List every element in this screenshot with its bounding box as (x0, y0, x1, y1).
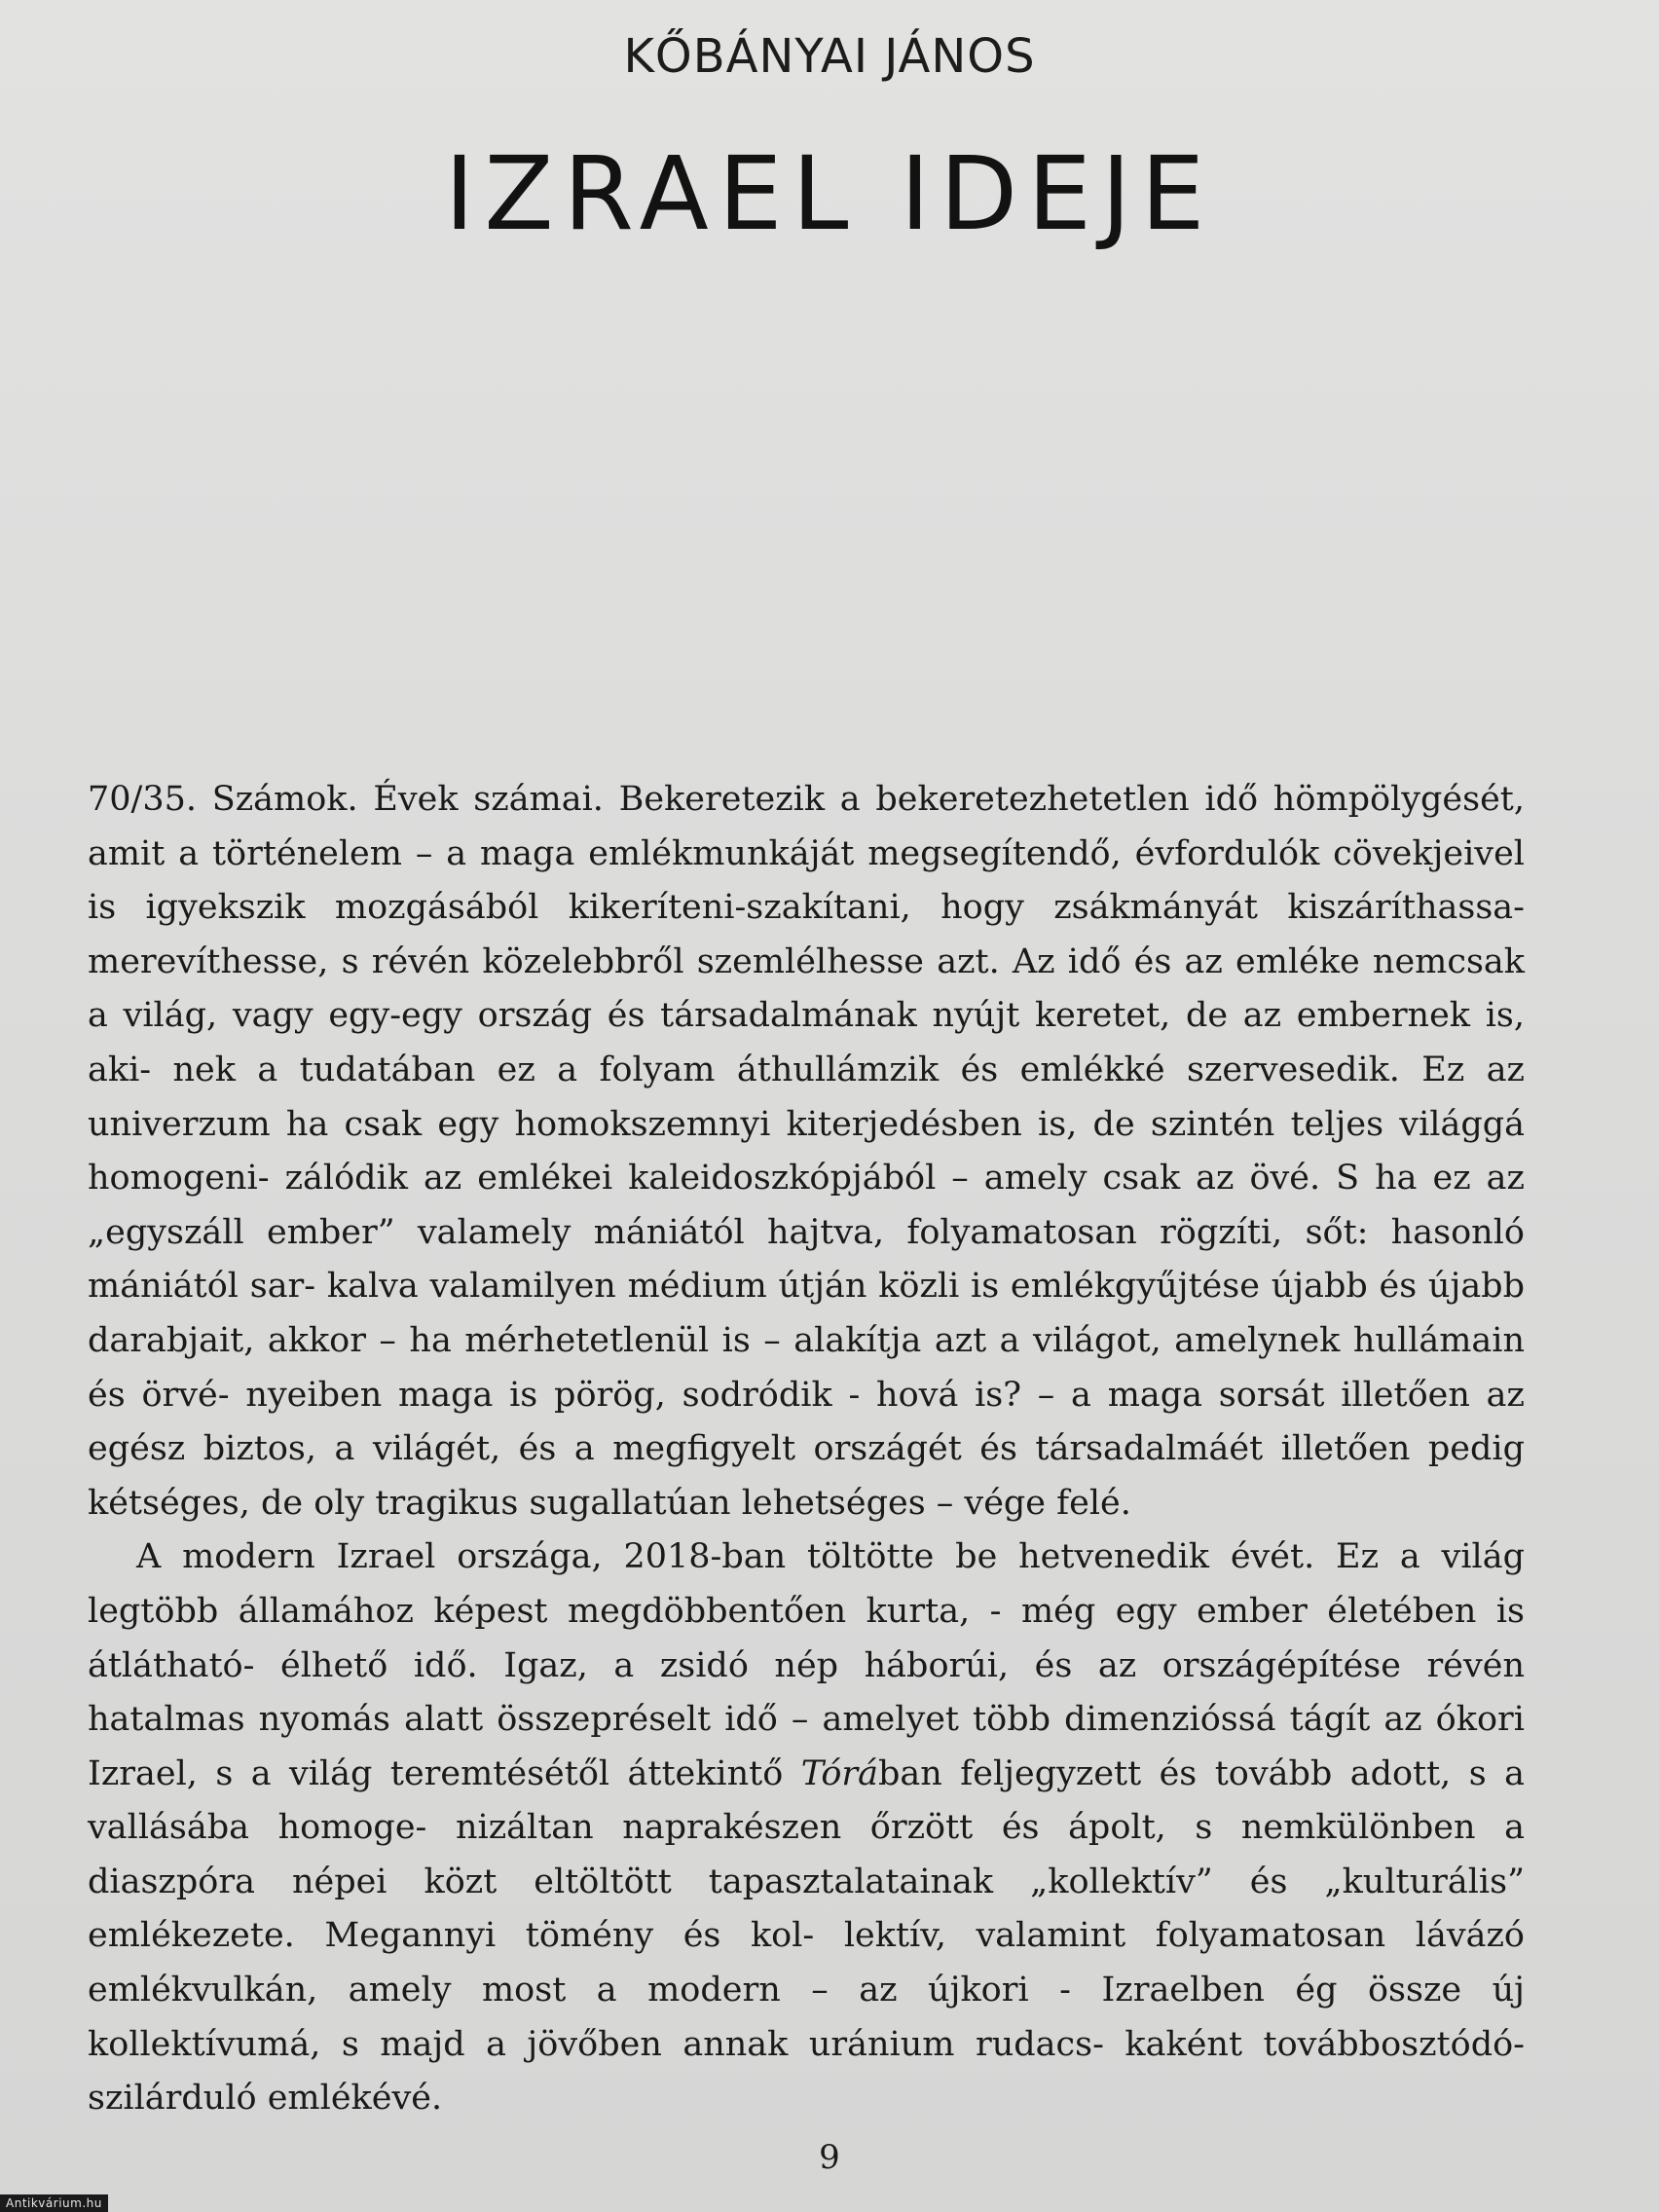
text-line: kalva valamilyen médium útján közli is emlékgyűjtése újabb és újabb darabjait, (88, 1267, 1525, 1360)
text-line: lektív, valamint folyamatosan lávázó emlékvulkán, amely most a modern – az (88, 1916, 1525, 2010)
text-line: tapasztalatainak „kollektív” és „kulturális” emlékezete. Megannyi tömény és kol- (88, 1862, 1525, 1956)
text-line: teremtésétől áttekintő (389, 1753, 801, 1793)
text-line: nyeiben maga is pörög, sodródik - hová is? – a maga sorsát illetően az egész biztos, (88, 1375, 1525, 1469)
paragraph-2 (88, 1530, 1525, 2126)
page-number: 9 (819, 2138, 840, 2177)
text-line: zálódik az emlékei kaleidoszkópjából – amely csak az övé. S ha ez az „egyszáll (88, 1159, 1525, 1252)
text-line: amit a történelem – a maga emlékmunkáját megsegítendő, évfordulók cövekjeivel (88, 833, 1525, 873)
text-line: élhető idő. Igaz, a zsidó nép háborúi, és az országépítése révén hatalmas nyomás (88, 1645, 1525, 1740)
watermark: Antikvárium.hu (0, 2194, 108, 2212)
text-line: ha csak egy homokszemnyi kiterjedésben is, de szintén teljes világgá homogeni- (88, 1104, 1525, 1198)
text-line: a világ, vagy egy-egy ország és társadalmának nyújt keretet, de az embernek is, aki- (88, 996, 1525, 1089)
text-line: államához képest megdöbbentően kurta, - még egy ember életében is átlátható- (88, 1591, 1525, 1685)
text-line: A modern Izrael országa, 2018-ban töltötte be hetvenedik évét. Ez a világ legtöbb (88, 1537, 1525, 1631)
body-text (88, 773, 1525, 2126)
text-line: nek a tudatában ez a folyam áthullámzik és emlékké szervesedik. Ez az univerzum (88, 1050, 1525, 1144)
text-line: merevíthesse, s révén közelebbről szemlélhesse azt. Az idő és az emléke nemcsak (88, 941, 1525, 981)
text-line: a világét, és a megfigyelt országét és társadalmáét illetően pedig kétséges, de oly (88, 1429, 1525, 1523)
text-line: 70/35. Számok. Évek számai. Bekeretezik a bekeretezhetetlen idő hömpölygését, (88, 780, 1525, 819)
text-line: kaként továbbosztódó-szilárduló emlékévé. (88, 2024, 1525, 2119)
text-line: alatt összepréselt idő – amelyet több dimenzióssá tágít az ókori Izrael, s a világ (88, 1700, 1525, 1793)
text-line: ember” valamely mániától hajtva, folyamatosan rögzíti, sőt: hasonló mániától sar- (88, 1212, 1525, 1307)
text-line: újkori - Izraelben ég össze új kollektívumá, s majd a jövőben annak uránium rudacs- (88, 1971, 1525, 2064)
text-line: nizáltan naprakészen őrzött és ápolt, s nemkülönben a diaszpóra népei közt eltöltött (88, 1808, 1525, 1901)
italic-title-torah: Tórá (800, 1753, 879, 1793)
author-name: KŐBÁNYAI JÁNOS (623, 29, 1036, 84)
chapter-title: IZRAEL IDEJE (444, 134, 1215, 253)
text-line: is igyekszik mozgásából kikeríteni-szakítani, hogy zsákmányát kiszáríthassa- (88, 888, 1525, 928)
text-line: tragikus sugallatúan lehetséges – vége felé. (375, 1483, 1131, 1523)
text-line: ban feljegyzett és tovább adott, s a vallásába homoge- (88, 1753, 1525, 1848)
paragraph-1 (88, 773, 1525, 1530)
text-line: akkor – ha mérhetetlenül is – alakítja azt a világot, amelynek hullámain és örvé- (88, 1320, 1525, 1415)
